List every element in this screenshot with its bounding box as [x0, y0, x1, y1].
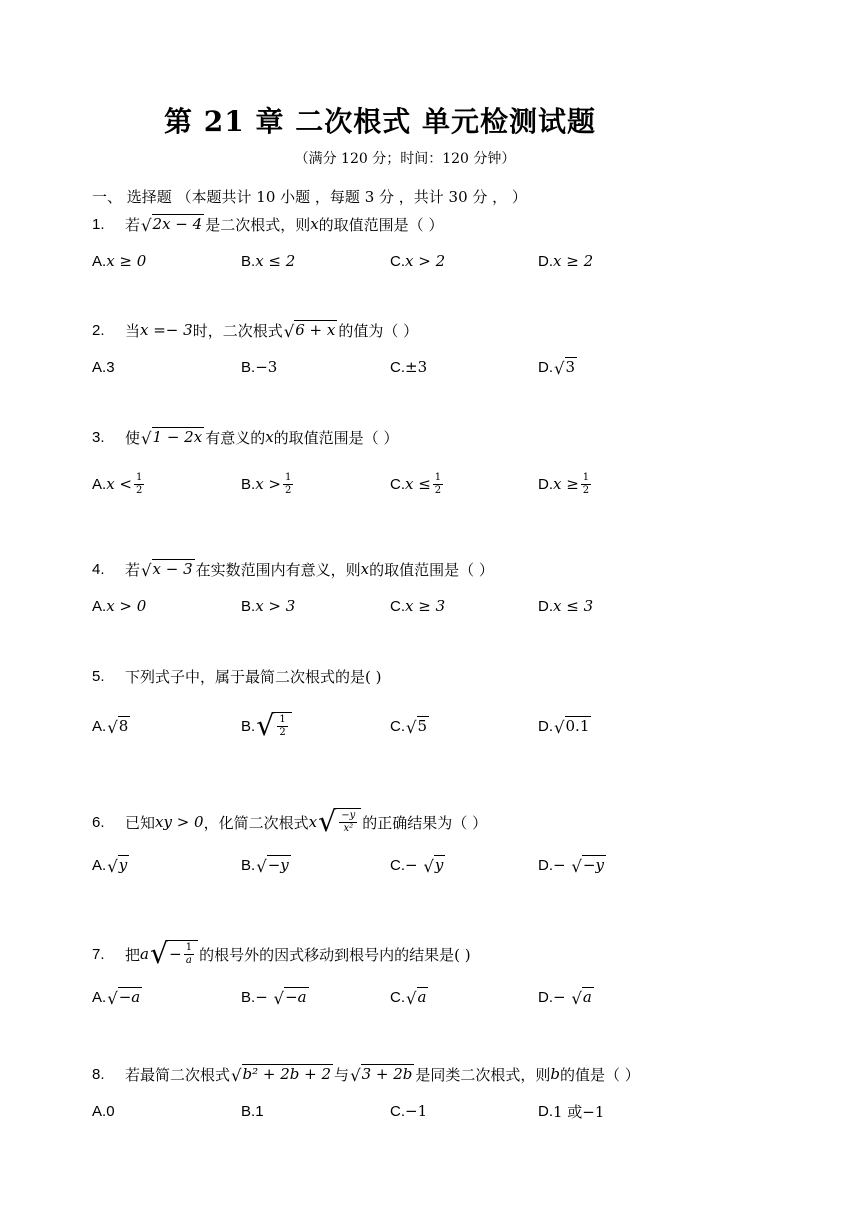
option-c[interactable]: C. x ≥ 3 [390, 597, 446, 615]
sqrt-expression: √ 2x − 4 [141, 214, 203, 235]
question-number: 7. [92, 945, 105, 963]
question-1 [92, 210, 792, 278]
option-b[interactable]: B. x ≤ 2 [241, 252, 296, 270]
page-title: 第 21 章 二次根式 单元检测试题 [164, 105, 596, 138]
option-d[interactable]: D. 1 或−1 [538, 1102, 605, 1121]
option-c[interactable]: C. − √ y [390, 855, 444, 876]
option-d[interactable]: D. x ≥ $\frac{1}{2}$ [538, 471, 590, 496]
option-c[interactable]: C. −1 [390, 1102, 428, 1120]
question-5 [92, 662, 792, 746]
variable: a [140, 945, 149, 963]
question-number: 1. [92, 215, 105, 233]
question-number: 8. [92, 1065, 105, 1083]
option-a[interactable]: A. √ y [92, 855, 128, 876]
option-d[interactable]: D. √ 0.1 [538, 716, 590, 737]
question-text: 若 [125, 215, 141, 234]
question-text: 当 [125, 321, 141, 340]
sqrt-expression: √ − $\frac{1}{a}$ [150, 940, 198, 969]
sqrt-expression: √ 1 − 2x [141, 427, 203, 448]
question-text: 的取值范围是（ ） [273, 428, 399, 447]
question-text: 使 [125, 428, 141, 447]
option-b[interactable]: B. x > 3 [241, 597, 296, 615]
option-c[interactable]: C. √ a [390, 987, 427, 1008]
sqrt-expression: √ $\frac{-y}{\text{x²}}$ [318, 808, 361, 837]
option-b[interactable]: B. √ $\frac{1}{2}$ [241, 706, 293, 746]
option-b[interactable]: B. x > $\frac{1}{2}$ [241, 471, 292, 496]
sqrt-expression: √ 6 + x [283, 320, 336, 341]
option-a[interactable]: A. x < $\frac{1}{2}$ [92, 471, 143, 496]
question-number: 6. [92, 813, 105, 831]
question-number: 4. [92, 560, 105, 578]
option-d[interactable]: D. x ≤ 3 [538, 597, 594, 615]
question-text: 把 [125, 945, 141, 964]
condition: x =− 3 [140, 321, 193, 339]
question-text: 若 [125, 560, 141, 579]
question-number: 2. [92, 321, 105, 339]
question-6 [92, 802, 792, 882]
question-text: 下列式子中，属于最简二次根式的是( ) [125, 667, 382, 686]
option-a[interactable]: A. x > 0 [92, 597, 147, 615]
option-d[interactable]: D. x ≥ 2 [538, 252, 594, 270]
question-8 [92, 1060, 792, 1128]
question-2 [92, 316, 792, 384]
question-text: 的正确结果为（ ） [362, 813, 488, 832]
option-b[interactable]: B. −3 [241, 358, 278, 376]
question-3 [92, 423, 792, 501]
option-a[interactable]: A. 0 [92, 1102, 115, 1120]
variable: x [265, 428, 274, 446]
variable: b [550, 1065, 560, 1083]
option-a[interactable]: A. √ 8 [92, 716, 129, 737]
option-b[interactable]: B. √ −y [241, 855, 289, 876]
variable: x [310, 215, 319, 233]
question-text: 的根号外的因式移动到根号内的结果是( ) [199, 945, 471, 964]
question-text: ，化简二次根式 [203, 813, 309, 832]
option-c[interactable]: C. ±3 [390, 358, 428, 376]
question-text: 若最简二次根式 [125, 1065, 231, 1084]
option-a[interactable]: A. x ≥ 0 [92, 252, 147, 270]
option-a[interactable]: A. √ −a [92, 987, 141, 1008]
question-text: 有意义的 [205, 428, 266, 447]
option-c[interactable]: C. x > 2 [390, 252, 446, 270]
section-heading: 一、 选择题 （本题共计 10 小题 ，每题 3 分 ，共计 30 分 ， ） [92, 188, 527, 206]
option-c[interactable]: C. x ≤ $\frac{1}{2}$ [390, 471, 442, 496]
question-number: 5. [92, 667, 105, 685]
question-text: 已知 [125, 813, 156, 832]
sqrt-expression: √ x − 3 [141, 559, 193, 580]
variable: x [308, 813, 318, 831]
sqrt-expression: √ 3 + 2b [350, 1064, 413, 1085]
sqrt-expression: √ b² + 2b + 2 [231, 1064, 332, 1085]
option-a[interactable]: A. 3 [92, 358, 115, 376]
option-c[interactable]: C. √ 5 [390, 716, 428, 737]
condition: xy > 0 [155, 813, 204, 831]
question-text: 的值是（ ） [560, 1065, 640, 1084]
option-b[interactable]: B. − √ −a [241, 987, 307, 1008]
question-text: 时，二次根式 [192, 321, 283, 340]
question-text: 与 [334, 1065, 350, 1084]
question-text: 在实数范围内有意义，则 [195, 560, 361, 579]
question-number: 3. [92, 428, 105, 446]
option-d[interactable]: D. − √ a [538, 987, 592, 1008]
option-d[interactable]: D. − √ −y [538, 855, 604, 876]
option-d[interactable]: D. √ 3 [538, 357, 576, 378]
question-text: 是同类二次根式，则 [415, 1065, 551, 1084]
question-7 [92, 934, 792, 1014]
question-text: 的值为（ ） [338, 321, 419, 340]
question-text: 的取值范围是（ ） [369, 560, 494, 579]
option-b[interactable]: B. 1 [241, 1102, 264, 1120]
question-4 [92, 555, 792, 623]
question-text: 是二次根式，则 [205, 215, 311, 234]
exam-info: （满分 120 分；时间：120 分钟） [294, 151, 516, 167]
question-text: 的取值范围是（ ） [318, 215, 444, 234]
variable: x [360, 560, 370, 578]
